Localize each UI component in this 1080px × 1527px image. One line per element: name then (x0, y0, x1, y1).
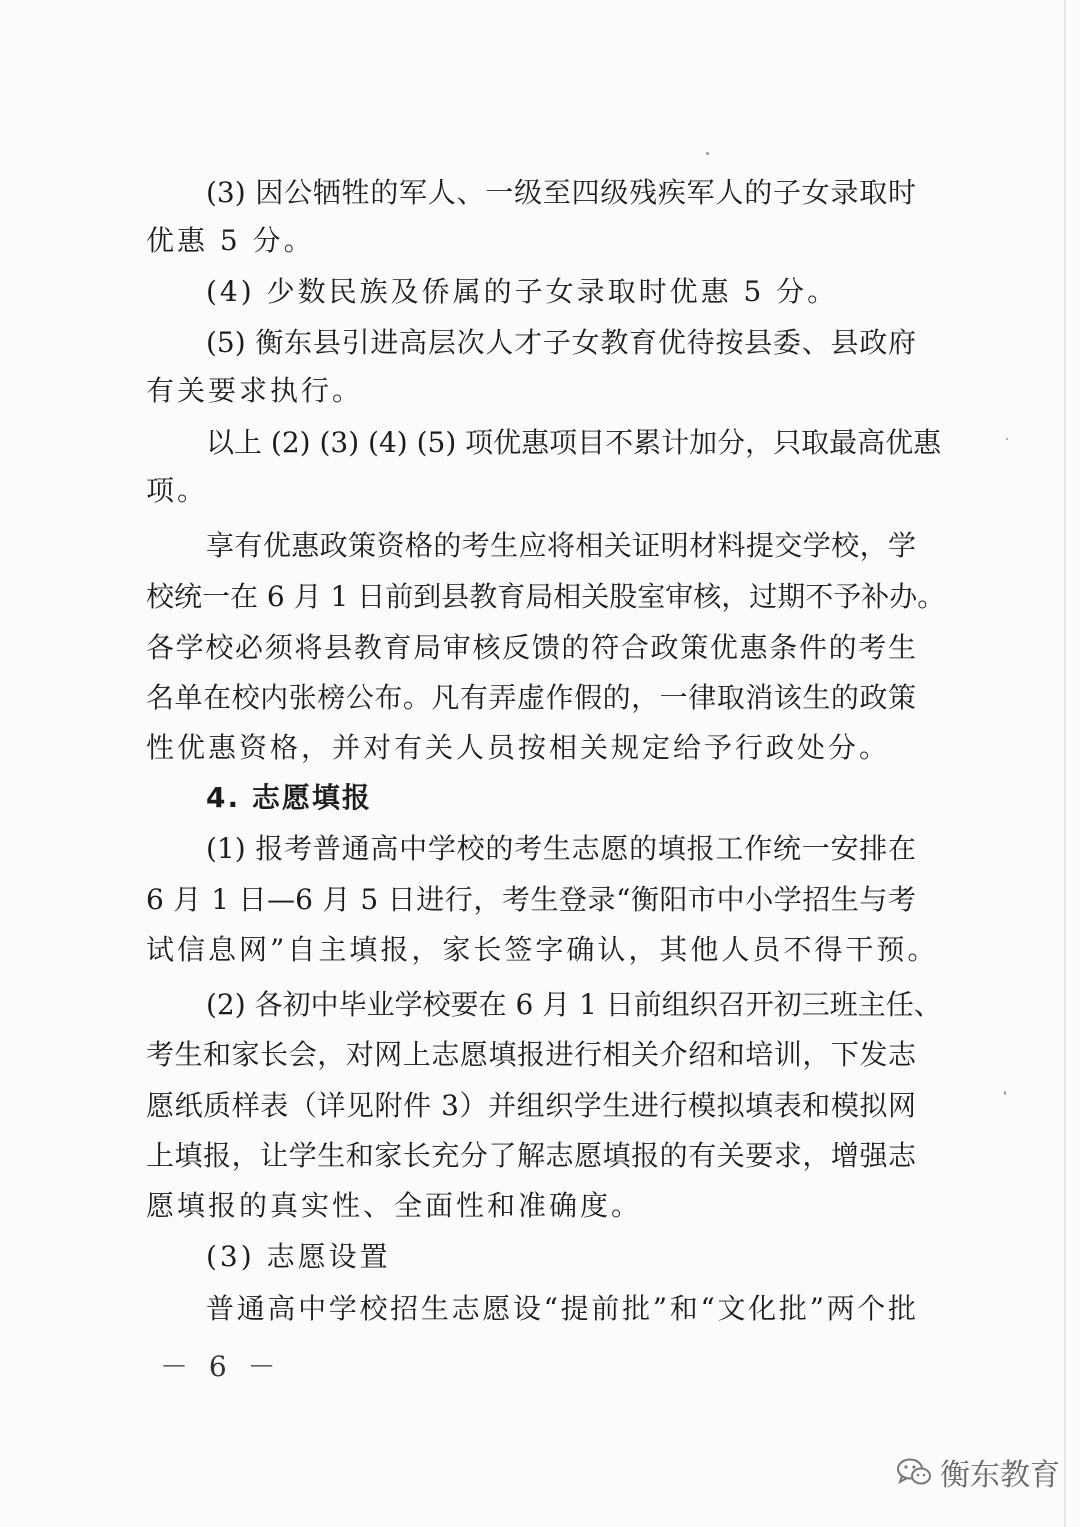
section-heading: 4. 志愿填报 (206, 781, 372, 814)
paragraph-line: 考生和家长会，对网上志愿填报进行相关介绍和培训，下发志 (146, 1038, 916, 1071)
paragraph-line: 项。 (146, 474, 209, 507)
paragraph-line: (5) 衡东县引进高层次人才子女教育优待按县委、县政府 (206, 326, 916, 359)
subsection-heading: (3) 志愿设置 (206, 1240, 391, 1273)
paragraph-line: 普通高中学校招生志愿设“提前批”和“文化批”两个批 (206, 1292, 916, 1325)
paragraph-line: 上填报，让学生和家长充分了解志愿填报的有关要求，增强志 (146, 1139, 916, 1172)
paragraph-line: (3) 因公牺牲的军人、一级至四级残疾军人的子女录取时 (206, 176, 916, 209)
paragraph-line: 名单在校内张榜公布。凡有弄虚作假的，一律取消该生的政策 (146, 681, 916, 714)
scan-speck (1004, 1091, 1006, 1095)
paragraph-line: 各学校必须将县教育局审核反馈的符合政策优惠条件的考生 (146, 631, 916, 664)
scan-speck (706, 152, 709, 155)
paragraph-line: (4) 少数民族及侨属的子女录取时优惠 5 分。 (206, 275, 839, 308)
scan-edge (1064, 0, 1066, 1527)
paragraph-line: (1) 报考普通高中学校的考生志愿的填报工作统一安排在 (206, 832, 916, 865)
paragraph-line: 校统一在 6 月 1 日前到县教育局相关股室审核，过期不予补办。 (146, 580, 946, 613)
paragraph-line: 6 月 1 日—6 月 5 日进行，考生登录“衡阳市中小学招生与考 (146, 883, 916, 916)
paragraph-line: 优惠 5 分。 (146, 224, 315, 257)
wechat-icon (896, 1457, 932, 1487)
watermark (896, 1452, 1060, 1492)
paragraph-line: 愿填报的真实性、全面性和准确度。 (146, 1189, 643, 1222)
paragraph-line: 有关要求执行。 (146, 374, 364, 407)
paragraph-line: 享有优惠政策资格的考生应将相关证明材料提交学校，学 (206, 529, 916, 562)
page-number: － 6 － (160, 1350, 282, 1383)
paragraph-line: 以上 (2) (3) (4) (5) 项优惠项目不累计加分，只取最高优惠 (206, 426, 942, 459)
paragraph-line: 试信息网”自主填报，家长签字确认，其他人员不得干预。 (146, 933, 939, 966)
paragraph-line: (2) 各初中毕业学校要在 6 月 1 日前组织召开初三班主任、 (206, 988, 942, 1021)
paragraph-line: 愿纸质样表（详见附件 3）并组织学生进行模拟填表和模拟网 (146, 1089, 916, 1122)
watermark-text: 衡东教育 (940, 1458, 1060, 1493)
paragraph-line: 性优惠资格，并对有关人员按相关规定给予行政处分。 (146, 731, 891, 764)
scan-speck (1006, 438, 1008, 440)
